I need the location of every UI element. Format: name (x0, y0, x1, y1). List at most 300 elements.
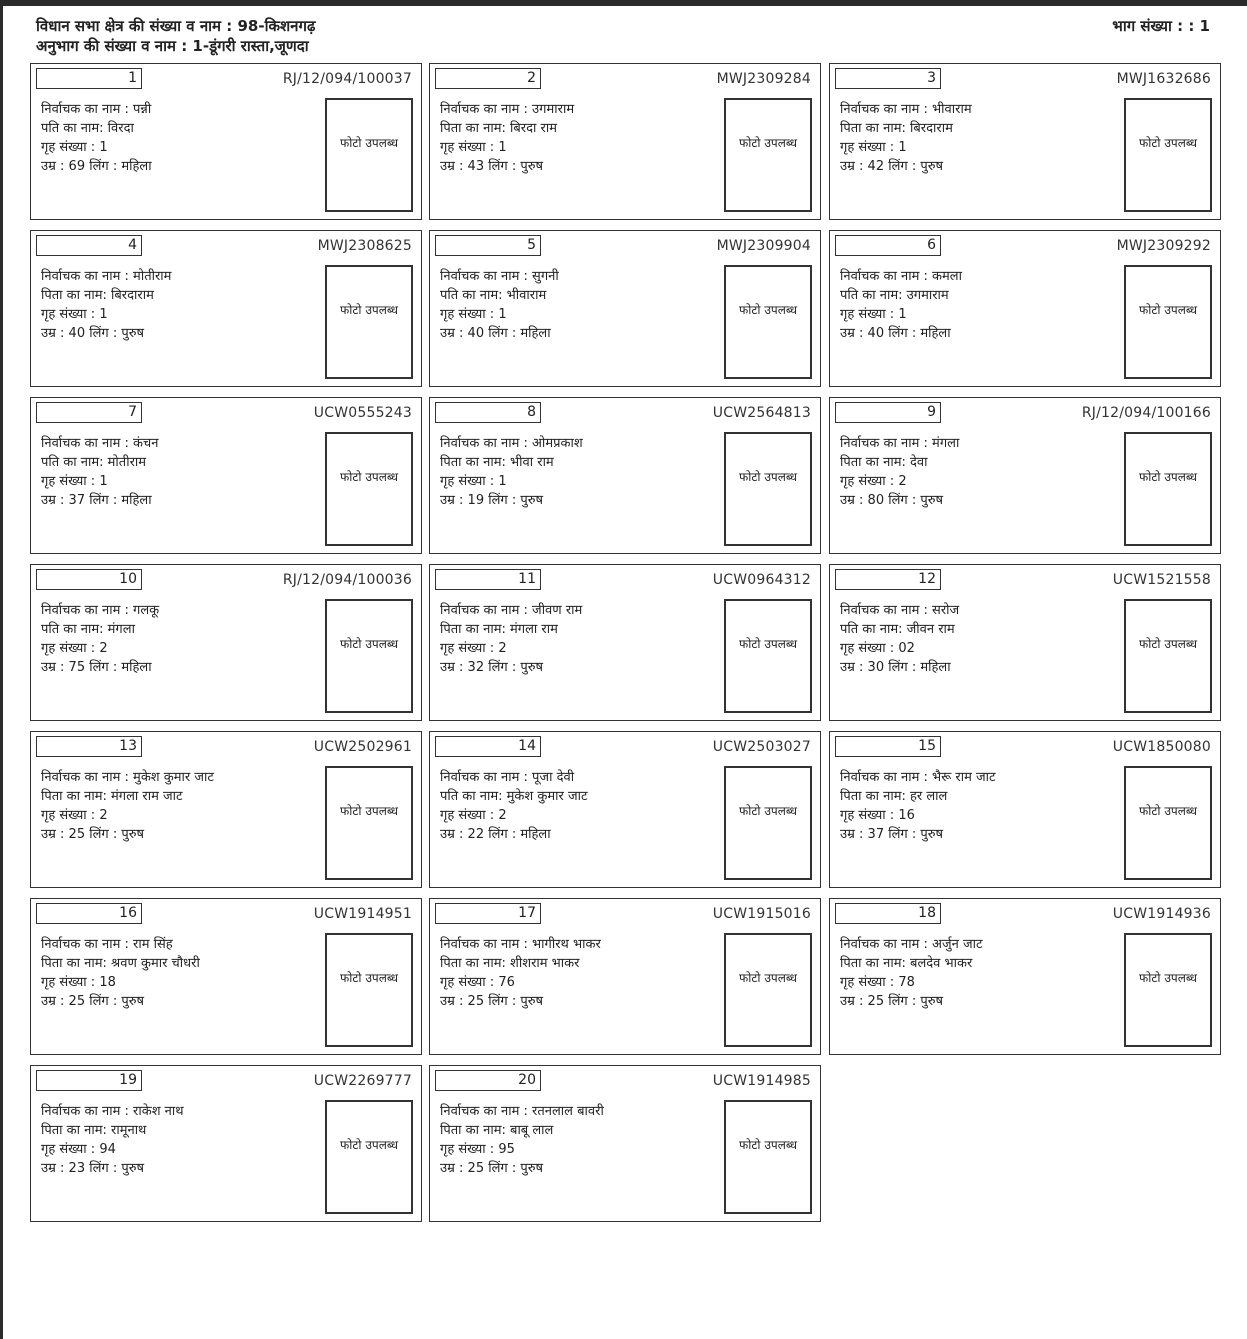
house-number-row (41, 472, 321, 491)
photo-box (724, 265, 812, 379)
serial-number-box: 16 (36, 903, 142, 924)
elector-name-label: निर्वाचक का नाम : (440, 770, 533, 785)
elector-name-label: निर्वाचक का नाम : (840, 436, 933, 451)
relation-row (840, 453, 1120, 472)
voter-card (429, 564, 821, 721)
relation-label: पिता का नाम: (41, 956, 112, 971)
relation-label: पति का नाम: (840, 622, 907, 637)
relation-row (440, 453, 720, 472)
voter-details (840, 601, 1120, 677)
voter-card (30, 230, 422, 387)
age-value: 25 (467, 1161, 485, 1176)
gender-value: महिला (121, 660, 152, 675)
age-gender-row (840, 825, 1120, 844)
elector-name-value: राम सिंह (133, 937, 173, 952)
serial-number-box: 9 (835, 402, 941, 423)
relation-name-value: देवा (910, 455, 928, 470)
age-label: उम्र : (840, 660, 868, 675)
voter-details (41, 601, 321, 677)
gender-value: पुरुष (520, 1161, 544, 1176)
gender-label: लिंग : (85, 493, 122, 508)
relation-label: पिता का नाम: (840, 455, 911, 470)
relation-name-value: शीशराम भाकर (510, 956, 580, 971)
house-number-value: 1 (99, 140, 108, 155)
gender-value: महिला (520, 326, 551, 341)
relation-name-value: मंगला (107, 622, 135, 637)
house-number-label: गृह संख्या : (440, 808, 499, 823)
gender-label: लिंग : (484, 159, 521, 174)
photo-available-text: फोटो उपलब्ध (738, 469, 797, 484)
voter-card (429, 898, 821, 1055)
voter-details (41, 768, 321, 844)
elector-name-label: निर्वाचक का नाम : (41, 1104, 134, 1119)
relation-label: पति का नाम: (41, 455, 108, 470)
house-number-row (440, 973, 720, 992)
elector-name-value: सरोज (932, 603, 960, 618)
relation-row (440, 1121, 720, 1140)
age-gender-row (41, 992, 321, 1011)
epic-number: UCW1850080 (1112, 739, 1211, 755)
gender-label: लिंग : (884, 326, 921, 341)
house-number-value: 02 (898, 641, 915, 656)
gender-label: लिंग : (85, 994, 122, 1009)
photo-available-text: फोटो उपलब्ध (339, 135, 398, 150)
house-number-row (840, 138, 1120, 157)
house-number-value: 1 (898, 140, 907, 155)
age-value: 75 (68, 660, 86, 675)
relation-label: पति का नाम: (440, 789, 507, 804)
voter-details (41, 267, 321, 343)
epic-number: UCW1915016 (712, 906, 811, 922)
elector-name-row (41, 434, 321, 453)
photo-box (325, 1100, 413, 1214)
house-number-value: 2 (498, 808, 507, 823)
serial-number-box: 6 (835, 235, 941, 256)
epic-number: MWJ2309904 (716, 238, 811, 254)
photo-box (724, 599, 812, 713)
house-number-row (440, 806, 720, 825)
serial-number-box: 19 (36, 1070, 142, 1091)
age-value: 25 (68, 827, 86, 842)
relation-row (41, 286, 321, 305)
top-border-bar (0, 0, 1247, 6)
age-value: 43 (467, 159, 485, 174)
relation-label: पति का नाम: (840, 288, 907, 303)
voter-card (829, 564, 1221, 721)
gender-value: महिला (920, 326, 951, 341)
house-number-row (41, 305, 321, 324)
gender-label: लिंग : (85, 159, 122, 174)
elector-name-value: राकेश नाथ (133, 1104, 184, 1119)
house-number-value: 95 (498, 1142, 515, 1157)
house-number-row (440, 138, 720, 157)
epic-number: MWJ1632686 (1116, 71, 1211, 87)
relation-label: पिता का नाम: (840, 121, 911, 136)
age-gender-row (440, 157, 720, 176)
gender-value: पुरुष (520, 660, 544, 675)
relation-name-value: मोतीराम (107, 455, 147, 470)
house-number-row (41, 1140, 321, 1159)
part-number-label: भाग संख्या : : 1 (1112, 17, 1210, 35)
age-value: 42 (867, 159, 885, 174)
gender-label: लिंग : (85, 827, 122, 842)
gender-label: लिंग : (884, 493, 921, 508)
serial-number-box: 3 (835, 68, 941, 89)
elector-name-label: निर्वाचक का नाम : (840, 269, 933, 284)
epic-number: UCW2269777 (313, 1073, 412, 1089)
elector-name-value: रतनलाल बावरी (532, 1104, 604, 1119)
relation-name-value: श्रवण कुमार चौधरी (111, 956, 200, 971)
relation-name-value: बलदेव भाकर (910, 956, 973, 971)
photo-available-text: फोटो उपलब्ध (339, 469, 398, 484)
house-number-row (840, 806, 1120, 825)
voter-details (41, 935, 321, 1011)
gender-value: पुरुष (121, 326, 145, 341)
voter-details (440, 434, 720, 510)
age-gender-row (440, 1159, 720, 1178)
gender-label: लिंग : (884, 827, 921, 842)
house-number-row (440, 639, 720, 658)
photo-box (325, 98, 413, 212)
relation-row (840, 787, 1120, 806)
relation-name-value: मंगला राम जाट (111, 789, 183, 804)
section-label: अनुभाग की संख्या व नाम : 1-डूंगरी रास्ता,जूणदा (36, 37, 309, 55)
serial-number-box: 7 (36, 402, 142, 423)
house-number-row (840, 973, 1120, 992)
elector-name-label: निर्वाचक का नाम : (840, 603, 933, 618)
serial-number-box: 8 (435, 402, 541, 423)
elector-name-label: निर्वाचक का नाम : (440, 937, 533, 952)
epic-number: UCW2564813 (712, 405, 811, 421)
epic-number: UCW2502961 (313, 739, 412, 755)
elector-name-label: निर्वाचक का नाम : (440, 436, 533, 451)
age-value: 23 (68, 1161, 86, 1176)
age-value: 19 (467, 493, 485, 508)
elector-name-value: भैरू राम जाट (932, 770, 996, 785)
serial-number-box: 14 (435, 736, 541, 757)
voter-card (829, 898, 1221, 1055)
elector-name-value: गलकू (133, 603, 160, 618)
gender-label: लिंग : (884, 994, 921, 1009)
age-value: 37 (867, 827, 885, 842)
serial-number-box: 4 (36, 235, 142, 256)
gender-value: महिला (920, 660, 951, 675)
house-number-row (840, 639, 1120, 658)
gender-value: पुरुष (920, 159, 944, 174)
serial-number-box: 10 (36, 569, 142, 590)
relation-row (840, 286, 1120, 305)
gender-value: पुरुष (121, 827, 145, 842)
elector-name-label: निर्वाचक का नाम : (41, 102, 134, 117)
epic-number: RJ/12/094/100036 (282, 572, 412, 588)
relation-label: पिता का नाम: (41, 288, 112, 303)
elector-name-row (41, 1102, 321, 1121)
age-label: उम्र : (41, 493, 69, 508)
house-number-label: गृह संख्या : (440, 975, 499, 990)
elector-name-row (41, 935, 321, 954)
house-number-value: 18 (99, 975, 116, 990)
elector-name-value: सुगनी (532, 269, 559, 284)
elector-name-row (41, 601, 321, 620)
voter-card (829, 63, 1221, 220)
relation-label: पिता का नाम: (41, 1123, 112, 1138)
photo-box (1124, 98, 1212, 212)
elector-name-row (440, 768, 720, 787)
gender-value: पुरुष (920, 493, 944, 508)
age-label: उम्र : (840, 159, 868, 174)
elector-name-row (840, 601, 1120, 620)
photo-box (1124, 432, 1212, 546)
house-number-label: गृह संख्या : (41, 975, 100, 990)
photo-available-text: फोटो उपलब्ध (738, 135, 797, 150)
elector-name-label: निर्वाचक का नाम : (41, 269, 134, 284)
house-number-value: 2 (99, 641, 108, 656)
voter-card (829, 230, 1221, 387)
age-label: उम्र : (840, 994, 868, 1009)
age-value: 25 (467, 994, 485, 1009)
elector-name-value: उगमाराम (532, 102, 575, 117)
age-value: 40 (867, 326, 885, 341)
epic-number: RJ/12/094/100037 (282, 71, 412, 87)
age-gender-row (840, 658, 1120, 677)
house-number-value: 1 (898, 307, 907, 322)
serial-number-box: 20 (435, 1070, 541, 1091)
age-value: 22 (467, 827, 485, 842)
age-gender-row (41, 157, 321, 176)
house-number-label: गृह संख्या : (41, 474, 100, 489)
house-number-row (41, 806, 321, 825)
age-value: 25 (68, 994, 86, 1009)
gender-label: लिंग : (484, 660, 521, 675)
serial-number-box: 5 (435, 235, 541, 256)
age-gender-row (440, 324, 720, 343)
voter-details (440, 100, 720, 176)
age-label: उम्र : (440, 1161, 468, 1176)
voter-card (30, 63, 422, 220)
elector-name-label: निर्वाचक का नाम : (840, 770, 933, 785)
elector-name-value: पन्नी (133, 102, 152, 117)
house-number-value: 1 (99, 307, 108, 322)
relation-label: पति का नाम: (41, 622, 108, 637)
photo-available-text: फोटो उपलब्ध (738, 636, 797, 651)
epic-number: UCW1914936 (1112, 906, 1211, 922)
relation-name-value: उगमाराम (906, 288, 949, 303)
relation-row (840, 119, 1120, 138)
elector-name-value: पूजा देवी (532, 770, 575, 785)
elector-name-label: निर्वाचक का नाम : (440, 603, 533, 618)
house-number-label: गृह संख्या : (440, 307, 499, 322)
voter-details (440, 935, 720, 1011)
house-number-label: गृह संख्या : (41, 808, 100, 823)
age-value: 32 (467, 660, 485, 675)
relation-row (440, 787, 720, 806)
relation-label: पिता का नाम: (440, 1123, 511, 1138)
age-label: उम्र : (840, 326, 868, 341)
age-label: उम्र : (440, 326, 468, 341)
epic-number: UCW1914951 (313, 906, 412, 922)
relation-row (41, 1121, 321, 1140)
photo-box (1124, 599, 1212, 713)
relation-row (440, 954, 720, 973)
house-number-row (440, 305, 720, 324)
voter-card (429, 230, 821, 387)
gender-label: लिंग : (484, 493, 521, 508)
photo-available-text: फोटो उपलब्ध (738, 970, 797, 985)
age-label: उम्र : (41, 1161, 69, 1176)
gender-value: पुरुष (920, 827, 944, 842)
house-number-value: 76 (498, 975, 515, 990)
left-border-bar (0, 0, 3, 1339)
voter-card (30, 397, 422, 554)
age-gender-row (41, 491, 321, 510)
serial-number-box: 1 (36, 68, 142, 89)
age-label: उम्र : (440, 159, 468, 174)
relation-name-value: बिरदा राम (510, 121, 557, 136)
relation-name-value: मुकेश कुमार जाट (506, 789, 588, 804)
relation-row (41, 787, 321, 806)
elector-name-value: ओमप्रकाश (532, 436, 583, 451)
elector-name-label: निर्वाचक का नाम : (41, 937, 134, 952)
photo-available-text: फोटो उपलब्ध (339, 803, 398, 818)
house-number-value: 1 (498, 307, 507, 322)
elector-name-value: कंचन (133, 436, 159, 451)
voter-details (440, 601, 720, 677)
photo-available-text: फोटो उपलब्ध (738, 803, 797, 818)
elector-name-row (840, 434, 1120, 453)
house-number-row (840, 472, 1120, 491)
age-value: 25 (867, 994, 885, 1009)
voter-details (41, 100, 321, 176)
photo-available-text: फोटो उपलब्ध (1138, 135, 1197, 150)
relation-name-value: विरदा (107, 121, 134, 136)
age-value: 37 (68, 493, 86, 508)
age-value: 30 (867, 660, 885, 675)
relation-label: पति का नाम: (41, 121, 108, 136)
photo-box (724, 432, 812, 546)
age-label: उम्र : (41, 159, 69, 174)
elector-name-row (440, 935, 720, 954)
age-value: 69 (68, 159, 86, 174)
photo-available-text: फोटो उपलब्ध (339, 1137, 398, 1152)
photo-box (724, 933, 812, 1047)
relation-label: पिता का नाम: (440, 622, 511, 637)
age-gender-row (41, 1159, 321, 1178)
page-header (36, 16, 1212, 60)
relation-name-value: भीवा राम (510, 455, 554, 470)
elector-name-row (440, 601, 720, 620)
gender-label: लिंग : (484, 994, 521, 1009)
photo-box (1124, 265, 1212, 379)
elector-name-label: निर्वाचक का नाम : (41, 770, 134, 785)
photo-available-text: फोटो उपलब्ध (1138, 803, 1197, 818)
photo-box (724, 98, 812, 212)
voter-details (440, 1102, 720, 1178)
elector-name-label: निर्वाचक का नाम : (840, 937, 933, 952)
age-gender-row (840, 992, 1120, 1011)
house-number-value: 1 (498, 140, 507, 155)
voter-details (440, 267, 720, 343)
photo-available-text: फोटो उपलब्ध (339, 636, 398, 651)
gender-value: पुरुष (520, 994, 544, 1009)
age-label: उम्र : (440, 827, 468, 842)
elector-name-row (840, 267, 1120, 286)
age-gender-row (440, 992, 720, 1011)
elector-name-value: मोतीराम (133, 269, 172, 284)
house-number-value: 1 (99, 474, 108, 489)
age-value: 80 (867, 493, 885, 508)
assembly-constituency-label: विधान सभा क्षेत्र की संख्या व नाम : 98-किशनगढ़ (36, 17, 316, 35)
house-number-label: गृह संख्या : (840, 474, 899, 489)
epic-number: MWJ2308625 (317, 238, 412, 254)
elector-name-row (440, 100, 720, 119)
voter-details (840, 267, 1120, 343)
house-number-label: गृह संख्या : (41, 140, 100, 155)
relation-label: पिता का नाम: (840, 789, 911, 804)
voter-card (30, 731, 422, 888)
age-label: उम्र : (840, 493, 868, 508)
elector-name-label: निर्वाचक का नाम : (41, 603, 134, 618)
relation-name-value: मंगला राम (510, 622, 558, 637)
relation-row (41, 620, 321, 639)
voter-card (429, 63, 821, 220)
relation-name-value: भीवाराम (506, 288, 547, 303)
elector-name-value: कमला (932, 269, 962, 284)
elector-name-label: निर्वाचक का नाम : (840, 102, 933, 117)
age-gender-row (440, 491, 720, 510)
voter-card (30, 1065, 422, 1222)
photo-available-text: फोटो उपलब्ध (1138, 970, 1197, 985)
gender-label: लिंग : (884, 159, 921, 174)
gender-label: लिंग : (884, 660, 921, 675)
age-gender-row (840, 491, 1120, 510)
epic-number: UCW0555243 (313, 405, 412, 421)
relation-label: पिता का नाम: (440, 121, 511, 136)
age-gender-row (440, 825, 720, 844)
relation-name-value: बिरदाराम (111, 288, 154, 303)
gender-label: लिंग : (85, 326, 122, 341)
photo-box (1124, 766, 1212, 880)
relation-name-value: रामूनाथ (111, 1123, 147, 1138)
gender-value: पुरुष (121, 1161, 145, 1176)
photo-available-text: फोटो उपलब्ध (1138, 302, 1197, 317)
relation-row (840, 954, 1120, 973)
epic-number: UCW1914985 (712, 1073, 811, 1089)
voter-card (829, 731, 1221, 888)
age-value: 40 (467, 326, 485, 341)
voter-details (840, 434, 1120, 510)
gender-label: लिंग : (484, 1161, 521, 1176)
epic-number: RJ/12/094/100166 (1081, 405, 1211, 421)
relation-label: पिता का नाम: (41, 789, 112, 804)
age-gender-row (840, 324, 1120, 343)
age-gender-row (41, 825, 321, 844)
gender-value: महिला (520, 827, 551, 842)
age-label: उम्र : (840, 827, 868, 842)
house-number-value: 1 (498, 474, 507, 489)
age-label: उम्र : (440, 660, 468, 675)
voter-details (41, 1102, 321, 1178)
gender-value: पुरुष (920, 994, 944, 1009)
house-number-label: गृह संख्या : (41, 641, 100, 656)
relation-name-value: हर लाल (910, 789, 948, 804)
voter-details (41, 434, 321, 510)
photo-box (325, 265, 413, 379)
photo-box (1124, 933, 1212, 1047)
voter-card (429, 1065, 821, 1222)
house-number-value: 2 (99, 808, 108, 823)
house-number-row (41, 138, 321, 157)
photo-box (325, 933, 413, 1047)
